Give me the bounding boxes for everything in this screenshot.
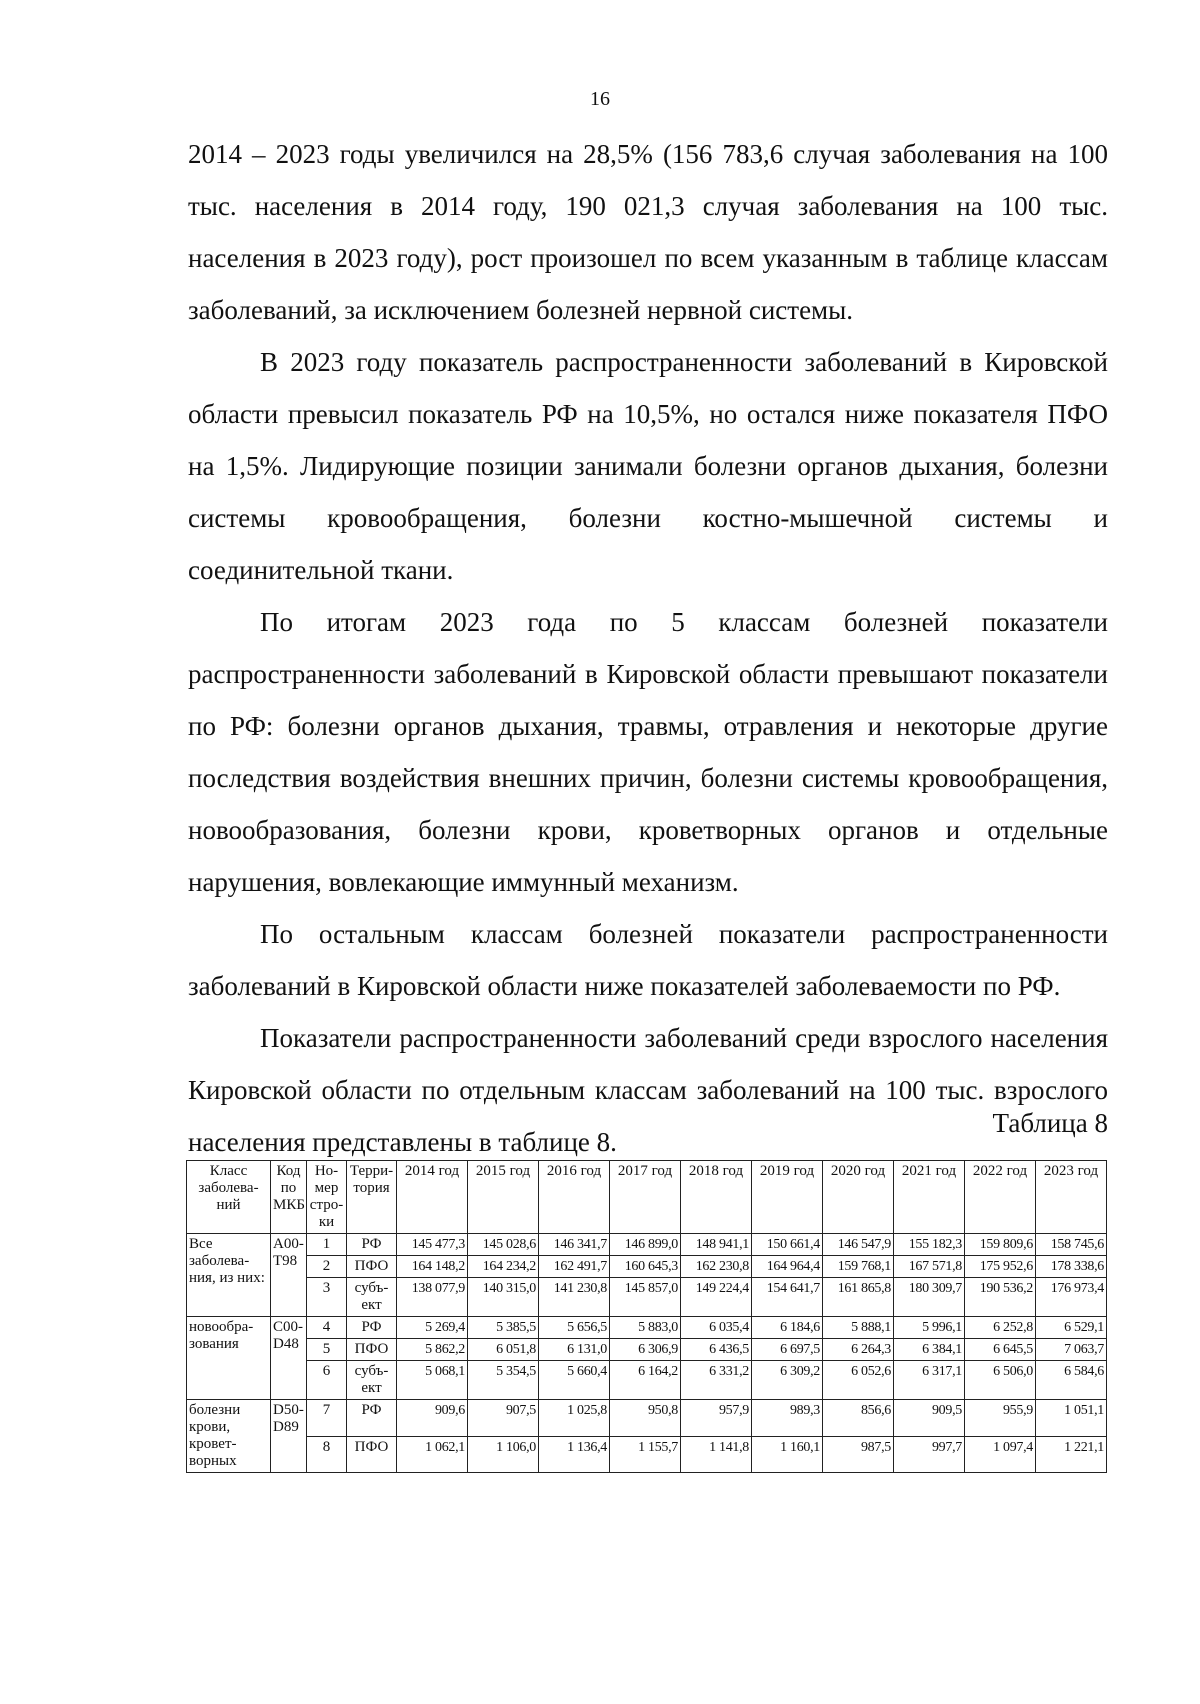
cell-value: 5 862,2 bbox=[397, 1339, 468, 1361]
cell-disease-class: болезни крови, кровет-ворных bbox=[187, 1400, 271, 1473]
cell-value: 1 221,1 bbox=[1036, 1436, 1107, 1473]
cell-value: 1 106,0 bbox=[468, 1436, 539, 1473]
table-row bbox=[187, 1400, 1107, 1437]
paragraph-1: 2014 – 2023 годы увеличился на 28,5% (156 783,6 случая заболевания на 100 тыс. населения в 2014 году, 190 021,3 случая заболевания на 100 тыс. населения в 2023 году), рост произошел по всем указанным в таблице классам заболеваний, за исключением болезней нервной системы. bbox=[188, 139, 1108, 325]
cell-value: 6 051,8 bbox=[468, 1339, 539, 1361]
cell-disease-class: Все заболева-ния, из них: bbox=[187, 1234, 271, 1317]
table-row bbox=[187, 1361, 1107, 1400]
cell-value: 1 025,8 bbox=[539, 1400, 610, 1437]
cell-value: 146 547,9 bbox=[823, 1234, 894, 1256]
cell-value: 6 131,0 bbox=[539, 1339, 610, 1361]
cell-value: 149 224,4 bbox=[681, 1278, 752, 1317]
cell-value: 140 315,0 bbox=[468, 1278, 539, 1317]
cell-row-number: 2 bbox=[307, 1256, 347, 1278]
header-territory: Терри-тория bbox=[347, 1161, 397, 1234]
cell-row-number: 6 bbox=[307, 1361, 347, 1400]
cell-value: 164 234,2 bbox=[468, 1256, 539, 1278]
cell-value: 159 809,6 bbox=[965, 1234, 1036, 1256]
cell-value: 145 477,3 bbox=[397, 1234, 468, 1256]
cell-value: 145 028,6 bbox=[468, 1234, 539, 1256]
cell-icd-code: D50-D89 bbox=[271, 1400, 307, 1473]
body-text bbox=[188, 128, 1108, 1168]
table-row bbox=[187, 1278, 1107, 1317]
cell-value: 5 656,5 bbox=[539, 1317, 610, 1339]
cell-value: 957,9 bbox=[681, 1400, 752, 1437]
data-table bbox=[186, 1160, 1107, 1473]
cell-value: 6 184,6 bbox=[752, 1317, 823, 1339]
cell-territory: РФ bbox=[347, 1317, 397, 1339]
cell-icd-code: С00-D48 bbox=[271, 1317, 307, 1400]
cell-value: 5 996,1 bbox=[894, 1317, 965, 1339]
cell-value: 5 354,5 bbox=[468, 1361, 539, 1400]
header-year: 2015 год bbox=[468, 1161, 539, 1234]
header-year: 2014 год bbox=[397, 1161, 468, 1234]
cell-value: 159 768,1 bbox=[823, 1256, 894, 1278]
cell-value: 989,3 bbox=[752, 1400, 823, 1437]
header-year: 2020 год bbox=[823, 1161, 894, 1234]
cell-value: 175 952,6 bbox=[965, 1256, 1036, 1278]
cell-value: 6 697,5 bbox=[752, 1339, 823, 1361]
cell-row-number: 5 bbox=[307, 1339, 347, 1361]
cell-value: 6 645,5 bbox=[965, 1339, 1036, 1361]
cell-value: 997,7 bbox=[894, 1436, 965, 1473]
cell-value: 950,8 bbox=[610, 1400, 681, 1437]
cell-value: 176 973,4 bbox=[1036, 1278, 1107, 1317]
cell-value: 1 141,8 bbox=[681, 1436, 752, 1473]
table-caption: Таблица 8 bbox=[992, 1108, 1108, 1138]
cell-value: 164 148,2 bbox=[397, 1256, 468, 1278]
cell-value: 155 182,3 bbox=[894, 1234, 965, 1256]
cell-value: 5 385,5 bbox=[468, 1317, 539, 1339]
paragraph-5: Показатели распространенности заболеваний среди взрослого населения Кировской области по отдельным классам заболеваний на 100 тыс. взрослого населения представлены в таблице 8. bbox=[188, 1023, 1108, 1157]
cell-row-number: 8 bbox=[307, 1436, 347, 1473]
table-row bbox=[187, 1339, 1107, 1361]
cell-value: 987,5 bbox=[823, 1436, 894, 1473]
cell-value: 154 641,7 bbox=[752, 1278, 823, 1317]
cell-territory: субъ-ект bbox=[347, 1278, 397, 1317]
cell-value: 146 899,0 bbox=[610, 1234, 681, 1256]
header-year: 2017 год bbox=[610, 1161, 681, 1234]
cell-value: 5 068,1 bbox=[397, 1361, 468, 1400]
cell-value: 856,6 bbox=[823, 1400, 894, 1437]
page-number: 16 bbox=[590, 88, 610, 110]
cell-value: 1 097,4 bbox=[965, 1436, 1036, 1473]
cell-disease-class: новообра-зования bbox=[187, 1317, 271, 1400]
header-code: Код по МКБ bbox=[271, 1161, 307, 1234]
cell-value: 6 584,6 bbox=[1036, 1361, 1107, 1400]
cell-value: 190 536,2 bbox=[965, 1278, 1036, 1317]
table-row bbox=[187, 1256, 1107, 1278]
cell-value: 6 052,6 bbox=[823, 1361, 894, 1400]
cell-value: 160 645,3 bbox=[610, 1256, 681, 1278]
cell-value: 6 252,8 bbox=[965, 1317, 1036, 1339]
header-year: 2023 год bbox=[1036, 1161, 1107, 1234]
paragraph-4: По остальным классам болезней показатели распространенности заболеваний в Кировской области ниже показателей заболеваемости по РФ. bbox=[188, 919, 1108, 1001]
cell-value: 6 331,2 bbox=[681, 1361, 752, 1400]
cell-value: 907,5 bbox=[468, 1400, 539, 1437]
cell-value: 6 317,1 bbox=[894, 1361, 965, 1400]
cell-territory: РФ bbox=[347, 1234, 397, 1256]
cell-value: 6 529,1 bbox=[1036, 1317, 1107, 1339]
cell-value: 6 164,2 bbox=[610, 1361, 681, 1400]
cell-value: 7 063,7 bbox=[1036, 1339, 1107, 1361]
cell-row-number: 3 bbox=[307, 1278, 347, 1317]
cell-value: 141 230,8 bbox=[539, 1278, 610, 1317]
cell-value: 1 136,4 bbox=[539, 1436, 610, 1473]
cell-value: 6 384,1 bbox=[894, 1339, 965, 1361]
paragraph-2: В 2023 году показатель распространенности заболеваний в Кировской области превысил показатель РФ на 10,5%, но остался ниже показателя ПФО на 1,5%. Лидирующие позиции занимали болезни органов дыхания, болезни системы кровообращения, болезни костно-мышечной системы и соединительной ткани. bbox=[188, 347, 1108, 585]
cell-value: 1 062,1 bbox=[397, 1436, 468, 1473]
cell-value: 164 964,4 bbox=[752, 1256, 823, 1278]
cell-row-number: 7 bbox=[307, 1400, 347, 1437]
cell-value: 180 309,7 bbox=[894, 1278, 965, 1317]
cell-value: 162 230,8 bbox=[681, 1256, 752, 1278]
cell-value: 150 661,4 bbox=[752, 1234, 823, 1256]
cell-value: 6 309,2 bbox=[752, 1361, 823, 1400]
table-row bbox=[187, 1234, 1107, 1256]
cell-value: 1 160,1 bbox=[752, 1436, 823, 1473]
header-row-no: Но-мер стро-ки bbox=[307, 1161, 347, 1234]
header-year: 2016 год bbox=[539, 1161, 610, 1234]
cell-value: 148 941,1 bbox=[681, 1234, 752, 1256]
cell-value: 1 051,1 bbox=[1036, 1400, 1107, 1437]
cell-value: 6 506,0 bbox=[965, 1361, 1036, 1400]
cell-row-number: 4 bbox=[307, 1317, 347, 1339]
cell-value: 158 745,6 bbox=[1036, 1234, 1107, 1256]
paragraph-3: По итогам 2023 года по 5 классам болезней показатели распространенности заболеваний в Кировской области превышают показатели по РФ: болезни органов дыхания, травмы, отравления и некоторые другие последствия воздействия внешних причин, болезни системы кровообращения, новообразования, болезни крови, кроветворных органов и отдельные нарушения, вовлекающие иммунный механизм. bbox=[188, 607, 1108, 897]
cell-value: 5 883,0 bbox=[610, 1317, 681, 1339]
table-row bbox=[187, 1436, 1107, 1473]
header-year: 2019 год bbox=[752, 1161, 823, 1234]
cell-icd-code: А00-Т98 bbox=[271, 1234, 307, 1317]
cell-value: 5 269,4 bbox=[397, 1317, 468, 1339]
cell-territory: субъ-ект bbox=[347, 1361, 397, 1400]
cell-value: 146 341,7 bbox=[539, 1234, 610, 1256]
cell-value: 161 865,8 bbox=[823, 1278, 894, 1317]
cell-territory: РФ bbox=[347, 1400, 397, 1437]
cell-value: 162 491,7 bbox=[539, 1256, 610, 1278]
cell-value: 167 571,8 bbox=[894, 1256, 965, 1278]
header-year: 2021 год bbox=[894, 1161, 965, 1234]
cell-value: 6 264,3 bbox=[823, 1339, 894, 1361]
cell-row-number: 1 bbox=[307, 1234, 347, 1256]
header-year: 2022 год bbox=[965, 1161, 1036, 1234]
cell-value: 145 857,0 bbox=[610, 1278, 681, 1317]
cell-territory: ПФО bbox=[347, 1256, 397, 1278]
table-row bbox=[187, 1317, 1107, 1339]
cell-value: 178 338,6 bbox=[1036, 1256, 1107, 1278]
cell-territory: ПФО bbox=[347, 1436, 397, 1473]
cell-value: 1 155,7 bbox=[610, 1436, 681, 1473]
cell-value: 138 077,9 bbox=[397, 1278, 468, 1317]
cell-value: 6 436,5 bbox=[681, 1339, 752, 1361]
cell-value: 5 888,1 bbox=[823, 1317, 894, 1339]
header-class: Класс заболева-ний bbox=[187, 1161, 271, 1234]
table-header-row bbox=[187, 1161, 1107, 1234]
cell-value: 909,6 bbox=[397, 1400, 468, 1437]
cell-value: 6 035,4 bbox=[681, 1317, 752, 1339]
cell-value: 5 660,4 bbox=[539, 1361, 610, 1400]
cell-value: 909,5 bbox=[894, 1400, 965, 1437]
cell-territory: ПФО bbox=[347, 1339, 397, 1361]
cell-value: 955,9 bbox=[965, 1400, 1036, 1437]
cell-value: 6 306,9 bbox=[610, 1339, 681, 1361]
header-year: 2018 год bbox=[681, 1161, 752, 1234]
table-body bbox=[187, 1234, 1107, 1473]
